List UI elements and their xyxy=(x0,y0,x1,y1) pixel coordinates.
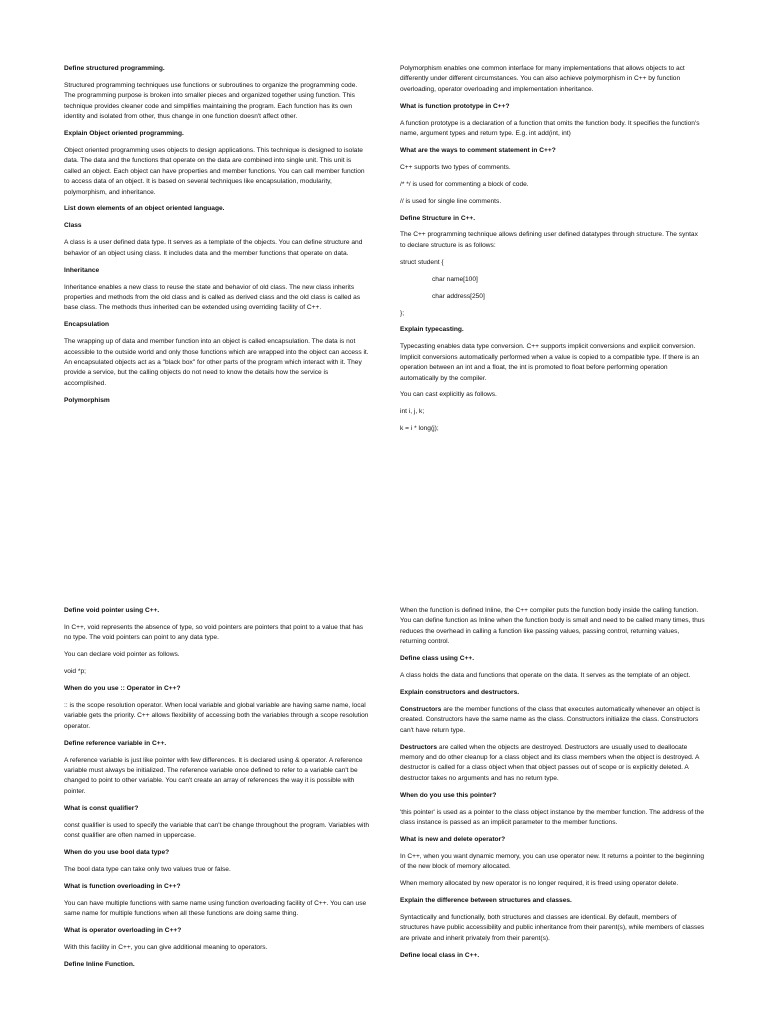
question-heading: Explain typecasting. xyxy=(400,326,464,334)
answer-paragraph: Inheritance enables a new class to reuse the state and behavior of old class. The new class inherits properties and methods from the old class and is called as derived class and the old class is called as base class. The methods thus inherited can be extended using overriding facility of C++. xyxy=(64,283,361,312)
code-line: struct student { xyxy=(400,258,444,266)
code-line: char name[100] xyxy=(432,275,478,283)
answer-paragraph: :: is the scope resolution operator. When local variable and global variable are having same name, local variable gets the priority. C++ allows flexibility of accessing both the variables through a scope resolution operator. xyxy=(64,701,369,730)
answer-paragraph: In C++, void represents the absence of type, so void pointers are pointers that point to a value that has no type. The void pointers can point to any data type. xyxy=(64,623,364,642)
question-heading: Define structured programming. xyxy=(64,65,165,72)
answer-paragraph: const qualifier is used to specify the variable that can't be change throughout the program. Variables with const qualifier are often named in uppercase. xyxy=(64,821,369,839)
column-bottom-left xyxy=(64,606,369,977)
answer-paragraph: The wrapping up of data and member function into an object is called encapsulation. The data is not accessible to the outside world and only those functions which are wrapped into the object can access it. An encapsulated objects act as a "black box" for other parts of the program which interact with it. They provide a service, but the calling objects do not need to know the details how the service is accomplished. xyxy=(64,338,369,387)
subheading-encapsulation: Encapsulation xyxy=(64,321,110,329)
column-top-left xyxy=(64,64,369,413)
answer-paragraph: You can have multiple functions with same name using function overloading facility of C++. You can use same name for multiple functions when all these functions are doing same thing. xyxy=(64,899,367,918)
answer-paragraph: 'this pointer' is used as a pointer to the class object instance by the member function. The address of the class instance is passed as an implicit parameter to the member functions. xyxy=(400,808,705,826)
destructors-text: are called when the objects are destroyed. Destructors are usually used to deallocate memory and do other cleanup for a class object and its class members when the object is destroyed. A destructor is called for a class object when that object passes out of scope or is explicitly deleted. A destructor takes no arguments and has no return type. xyxy=(400,743,700,782)
subheading-polymorphism: Polymorphism xyxy=(64,396,110,404)
term-constructors: Constructors xyxy=(400,705,442,713)
column-bottom-right xyxy=(400,606,705,968)
answer-paragraph: Structured programming techniques use functions or subroutines to organize the programming code. The programming purpose is broken into smaller pieces and organized together using function. This technique provides cleaner code and simplifies maintaining the program. Each function has its own identity and isolated from other, thus change in one function doesn't affect other. xyxy=(64,81,358,121)
answer-paragraph: Typecasting enables data type conversion. C++ supports implicit conversions and explicit conversion. Implicit conversions automatically performed when a value is copied to a compatible type. If there is an operation between an int and a float, the int is promoted to float before performing operation automatically by the compiler. xyxy=(400,343,700,382)
question-heading: What is operator overloading in C++? xyxy=(64,926,182,934)
answer-paragraph: Polymorphism enables one common interface for many implementations that allows objects to act differently under different circumstances. You can also achieve polymorphism in C++ by function overloading, operator overloading and implementation inheritance. xyxy=(400,65,685,93)
answer-paragraph: The C++ programming technique allows defining user defined datatypes through structure. The syntax to declare structure is as follows: xyxy=(400,231,698,249)
answer-paragraph xyxy=(400,705,705,736)
code-line: void *p; xyxy=(64,668,86,676)
code-line: k = i * long(j); xyxy=(400,425,439,433)
code-line: }; xyxy=(400,309,405,317)
answer-paragraph: A class is a user defined data type. It serves as a template of the objects. You can define structure and behavior of an object using class. It includes data and the member functions that operate on data. xyxy=(64,239,363,257)
answer-paragraph: The bool data type can take only two values true or false. xyxy=(64,865,231,873)
subheading-inheritance: Inheritance xyxy=(64,266,100,274)
question-heading: Explain constructors and destructors. xyxy=(400,688,520,696)
question-heading: Explain Object oriented programming. xyxy=(64,130,184,138)
answer-paragraph: With this facility in C++, you can give additional meaning to operators. xyxy=(64,943,268,951)
code-line: char address[250] xyxy=(432,292,485,300)
constructors-text: are the member functions of the class that executes automatically whenever an object is created. Constructors have the same name as the class. Constructors initialize the class. Constructors can't have return type. xyxy=(400,705,701,734)
question-heading: What is function prototype in C++? xyxy=(400,102,510,110)
answer-paragraph: When the function is defined Inline, the C++ compiler puts the function body inside the calling function. You can define function as Inline when the function body is small and need to be called many times, thus reduces the overhead in calling a function like passing values, passing control, returning values, returning control. xyxy=(400,607,705,646)
answer-paragraph: /* */ is used for commenting a block of code. xyxy=(400,180,529,188)
question-heading: Define class using C++. xyxy=(400,655,475,663)
question-heading: Define local class in C++. xyxy=(400,951,480,959)
question-heading: Define reference variable in C++. xyxy=(64,739,167,747)
answer-paragraph: When memory allocated by new operator is no longer required, it is freed using operator delete. xyxy=(400,880,679,888)
question-heading: What are the ways to comment statement in C++? xyxy=(400,146,556,154)
question-heading: List down elements of an object oriented language. xyxy=(64,205,225,213)
question-heading: What is function overloading in C++? xyxy=(64,882,181,890)
question-heading: Explain the difference between structures and classes. xyxy=(400,897,572,905)
answer-paragraph: In C++, when you want dynamic memory, you can use operator new. It returns a pointer to the beginning of the new block of memory allocated. xyxy=(400,852,705,871)
answer-paragraph: // is used for single line comments. xyxy=(400,197,502,205)
answer-paragraph: C++ supports two types of comments. xyxy=(400,163,511,171)
question-heading: When do you use :: Operator in C++? xyxy=(64,685,181,693)
question-heading: What is const qualifier? xyxy=(64,804,139,812)
answer-paragraph: A function prototype is a declaration of a function that omits the function body. It specifies the function's name, argument types and return type. E.g. int add(int, int) xyxy=(400,119,700,138)
subheading-class: Class xyxy=(64,222,82,230)
question-heading: When do you use bool data type? xyxy=(64,848,170,856)
answer-paragraph xyxy=(400,743,705,785)
term-destructors: Destructors xyxy=(400,743,438,751)
answer-paragraph: Object oriented programming uses objects to design applications. This technique is designed to isolate data. The data and the functions that operate on the data are combined into single unit. This unit is called an object. Each object can have properties and member functions. You can call member function to access data of an object. It is based on several techniques like encapsulation, modularity, polymorphism, and inheritance. xyxy=(64,146,365,196)
question-heading: Define void pointer using C++. xyxy=(64,607,160,614)
question-heading: Define Inline Function. xyxy=(64,960,135,968)
answer-paragraph: A class holds the data and functions that operate on the data. It serves as the template of an object. xyxy=(400,672,691,680)
answer-paragraph: You can cast explicitly as follows. xyxy=(400,391,497,399)
column-top-right xyxy=(400,64,705,441)
answer-paragraph: You can declare void pointer as follows. xyxy=(64,651,180,659)
question-heading: What is new and delete operator? xyxy=(400,835,506,843)
answer-paragraph: Syntactically and functionally, both structures and classes are identical. By default, members of structures have public accessibility and public inheritance from their parent(s), while members of classes are private and inherit privately from their parent(s). xyxy=(400,913,705,942)
code-line: int i, j, k; xyxy=(400,408,425,416)
question-heading: Define Structure in C++. xyxy=(400,214,476,222)
question-heading: When do you use this pointer? xyxy=(400,791,497,799)
answer-paragraph: A reference variable is just like pointer with few differences. It is declared using & operator. A reference variable must always be initialized. The reference variable once defined to refer to a variable can't be changed to point to other variable. You can't create an array of references the way it is possible with pointer. xyxy=(64,756,363,795)
